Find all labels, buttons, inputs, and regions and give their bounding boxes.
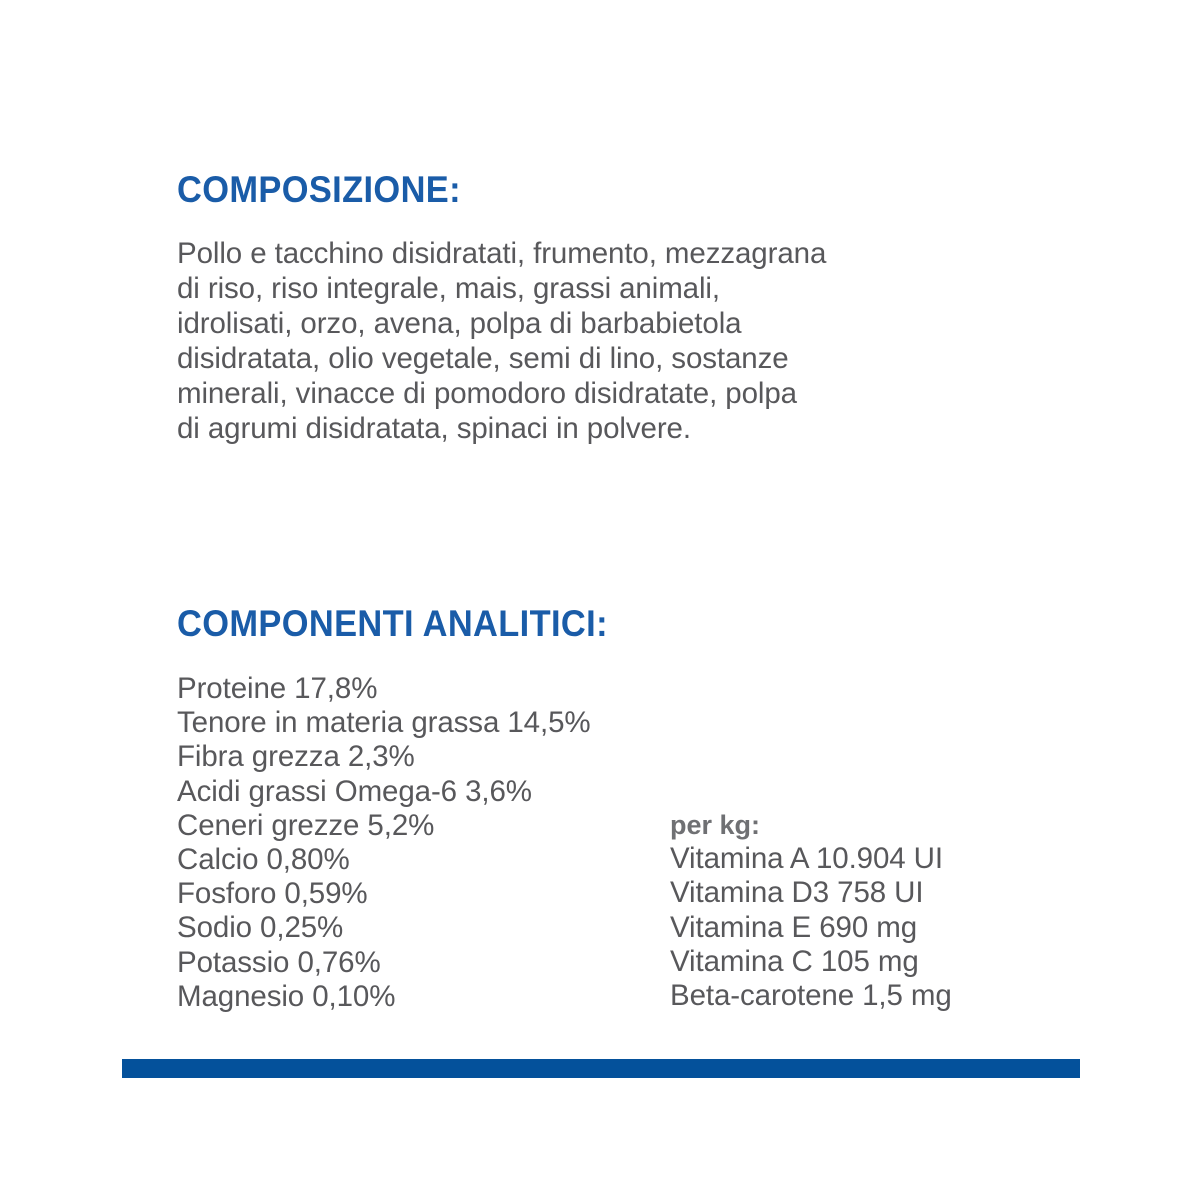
nutrient-row: Calcio 0,80% [177,843,350,877]
composition-line: Pollo e tacchino disidratati, frumento, mezzagrana [177,237,827,270]
nutrient-row: Potassio 0,76% [177,945,381,979]
composition-line: di agrumi disidratata, spinaci in polvere. [177,412,691,445]
nutrient-left-column [177,672,667,1014]
nutrient-row: Ceneri grezze 5,2% [177,808,435,842]
vitamin-right-column [670,808,1070,1013]
nutrient-row: Fibra grezza 2,3% [177,740,415,774]
vitamin-row: Vitamina E 690 mg [670,910,918,944]
composition-line: idrolisati, orzo, avena, polpa di barbabietola [177,307,742,340]
vitamin-row: Vitamina C 105 mg [670,944,919,978]
nutrient-row: Fosforo 0,59% [177,877,368,911]
vitamin-row: Beta-carotene 1,5 mg [670,979,952,1013]
composition-heading: COMPOSIZIONE: [177,169,461,210]
per-kg-label: per kg: [670,810,761,840]
bottom-accent-bar [122,1059,1080,1078]
nutrient-row: Tenore in materia grassa 14,5% [177,706,591,740]
analytical-components-heading: COMPONENTI ANALITICI: [177,603,608,644]
nutrient-row: Proteine 17,8% [177,672,378,705]
composition-line: minerali, vinacce di pomodoro disidratate, polpa [177,377,797,410]
composition-line: di riso, riso integrale, mais, grassi animali, [177,272,720,305]
nutrient-row: Magnesio 0,10% [177,979,396,1013]
vitamin-row: Vitamina D3 758 UI [670,876,924,910]
nutrient-row: Sodio 0,25% [177,911,344,945]
nutrient-row: Acidi grassi Omega-6 3,6% [177,774,532,808]
composition-line: disidratata, olio vegetale, semi di lino, sostanze [177,342,789,375]
vitamin-row: Vitamina A 10.904 UI [670,842,943,876]
composition-text-block [177,236,1047,446]
